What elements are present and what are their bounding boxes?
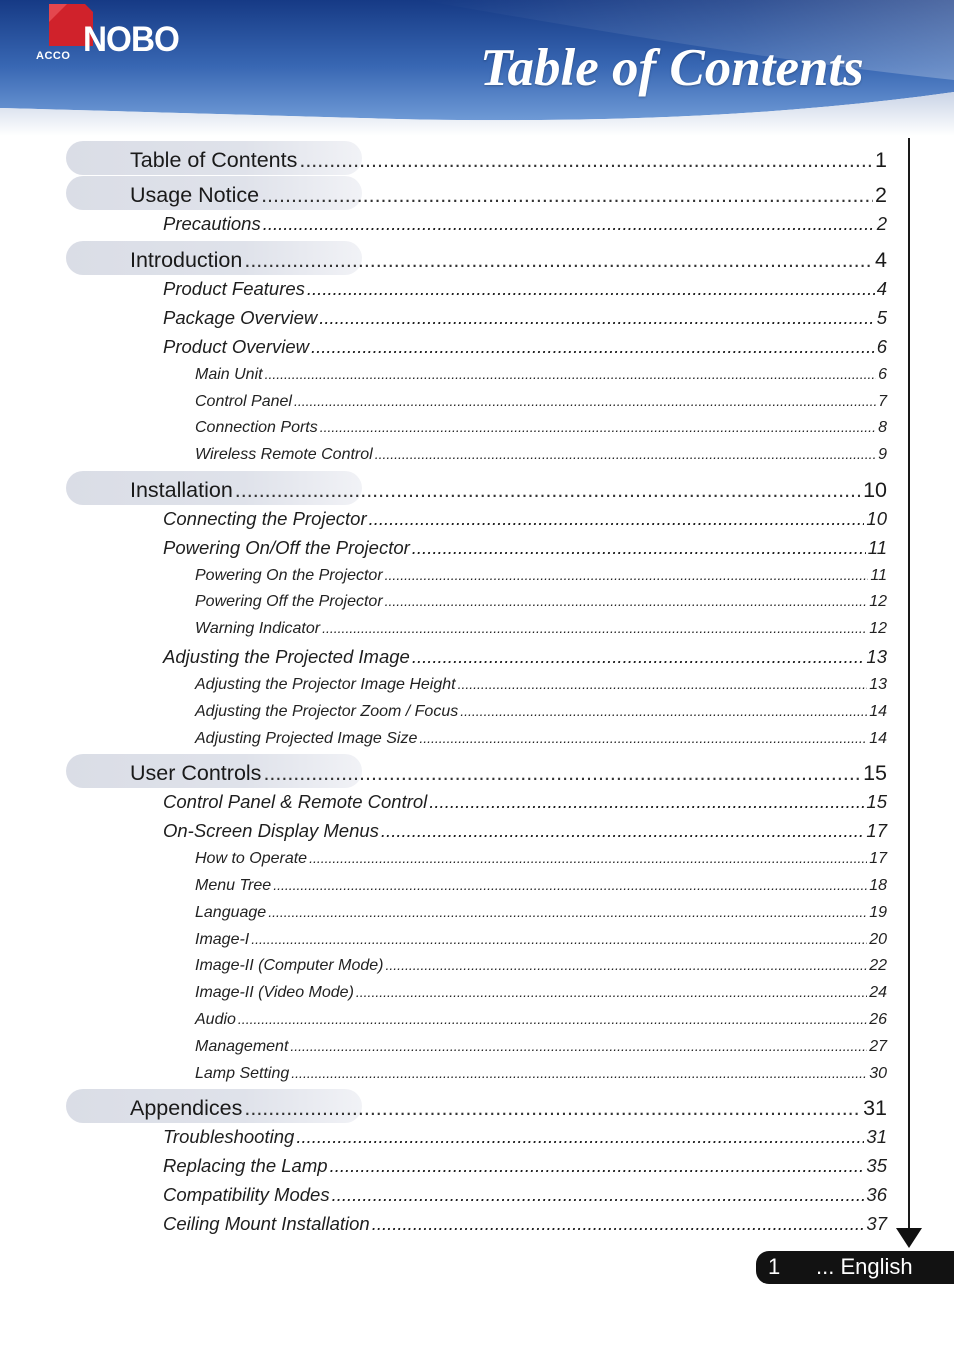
dot-leader	[386, 957, 868, 973]
toc-entry-title: Adjusting the Projector Image Height	[195, 676, 456, 693]
dot-leader	[294, 393, 876, 409]
toc-entry-page: 10	[863, 478, 887, 502]
toc-entry-title: Main Unit	[195, 366, 263, 383]
toc-entry-level-3[interactable]	[195, 703, 887, 721]
toc-entry-level-2[interactable]	[163, 278, 887, 300]
toc-entry-level-2[interactable]	[163, 213, 887, 235]
toc-entry-title: Product Overview	[163, 336, 309, 357]
toc-entry-page: 31	[863, 1096, 887, 1120]
dot-leader	[412, 537, 866, 559]
toc-entry-page: 12	[869, 620, 887, 637]
dot-leader	[263, 761, 861, 786]
toc-entry-level-1[interactable]	[130, 1096, 887, 1121]
toc-entry-title: On-Screen Display Menus	[163, 820, 379, 841]
toc-entry-level-3[interactable]	[195, 850, 887, 868]
toc-entry-title: Replacing the Lamp	[163, 1155, 328, 1176]
toc-entry-page: 17	[869, 850, 887, 867]
right-rule	[908, 138, 910, 1234]
toc-entry-title: Image-II (Computer Mode)	[195, 957, 384, 974]
dot-leader	[251, 931, 867, 947]
page-title: Table of Contents	[480, 39, 864, 97]
dot-leader	[291, 1065, 867, 1081]
dot-leader	[385, 567, 869, 583]
toc-entry-title: Ceiling Mount Installation	[163, 1213, 370, 1234]
dot-leader	[412, 646, 865, 668]
dot-leader	[296, 1126, 864, 1148]
dot-leader	[307, 278, 875, 300]
dot-leader	[381, 820, 865, 842]
toc-entry-page: 4	[876, 278, 887, 299]
dot-leader	[261, 183, 873, 208]
dot-leader	[319, 307, 874, 329]
toc-entry-title: Usage Notice	[130, 183, 260, 207]
toc-entry-level-2[interactable]	[163, 1155, 887, 1177]
toc-entry-level-3[interactable]	[195, 904, 887, 922]
toc-entry-title: Installation	[130, 478, 233, 502]
brand-acco: ACCO	[36, 50, 71, 62]
toc-entry-title: Powering On/Off the Projector	[163, 537, 410, 558]
toc-entry-level-3[interactable]	[195, 620, 887, 638]
toc-entry-page: 12	[869, 593, 887, 610]
dot-leader	[429, 791, 864, 813]
toc-entry-level-2[interactable]	[163, 820, 887, 842]
toc-entry-page: 2	[875, 183, 887, 207]
toc-entry-level-2[interactable]	[163, 646, 887, 668]
toc-entry-title: Powering On the Projector	[195, 567, 383, 584]
toc-entry-page: 15	[863, 761, 887, 785]
toc-entry-level-3[interactable]	[195, 1038, 887, 1056]
toc-entry-level-2[interactable]	[163, 1213, 887, 1235]
toc-entry-title: Lamp Setting	[195, 1065, 290, 1082]
toc-entry-title: Precautions	[163, 213, 261, 234]
brand-logo: NOBO	[83, 20, 179, 59]
toc-entry-level-3[interactable]	[195, 393, 887, 411]
toc-entry-page: 5	[876, 307, 887, 328]
toc-entry-page: 11	[867, 537, 887, 558]
dot-leader	[320, 419, 876, 435]
toc-entry-title: Adjusting Projected Image Size	[195, 730, 418, 747]
toc-entry-level-3[interactable]	[195, 957, 887, 975]
toc-entry-page: 6	[876, 336, 887, 357]
dot-leader	[244, 248, 873, 273]
toc-entry-level-2[interactable]	[163, 537, 887, 559]
toc-entry-level-1[interactable]	[130, 478, 887, 503]
dot-leader	[309, 850, 867, 866]
dot-leader	[419, 730, 867, 746]
toc-entry-title: Management	[195, 1038, 289, 1055]
toc-entry-level-2[interactable]	[163, 1126, 887, 1148]
toc-entry-page: 20	[869, 931, 887, 948]
toc-entry-level-3[interactable]	[195, 593, 887, 611]
dot-leader	[273, 877, 867, 893]
toc-entry-title: Audio	[195, 1011, 236, 1028]
dot-leader	[332, 1184, 865, 1206]
toc-entry-title: Troubleshooting	[163, 1126, 295, 1147]
toc-entry-level-3[interactable]	[195, 1065, 887, 1083]
toc-entry-title: Powering Off the Projector	[195, 593, 383, 610]
toc-entry-level-1[interactable]	[130, 183, 887, 208]
toc-entry-title: Adjusting the Projector Zoom / Focus	[195, 703, 459, 720]
dot-leader	[385, 593, 868, 609]
toc-entry-title: Table of Contents	[130, 148, 298, 172]
dot-leader	[290, 1038, 867, 1054]
toc-entry-page: 6	[878, 366, 887, 383]
toc-entry-page: 13	[866, 646, 887, 667]
toc-entry-page: 19	[869, 904, 887, 921]
toc-entry-page: 13	[869, 676, 887, 693]
dot-leader	[356, 984, 867, 1000]
toc-entry-page: 7	[878, 393, 887, 410]
page-footer-tag	[756, 1251, 954, 1284]
dot-leader	[268, 904, 867, 920]
toc-entry-title: Appendices	[130, 1096, 243, 1120]
toc-entry-page: 36	[866, 1184, 887, 1205]
toc-entry-page: 14	[869, 730, 887, 747]
dot-leader	[311, 336, 875, 358]
toc-entry-title: Introduction	[130, 248, 243, 272]
toc-entry-page: 18	[869, 877, 887, 894]
toc-entry-title: Package Overview	[163, 307, 318, 328]
toc-entry-level-3[interactable]	[195, 567, 887, 585]
toc-entry-title: Image-II (Video Mode)	[195, 984, 354, 1001]
toc-entry-page: 17	[866, 820, 887, 841]
dot-leader	[322, 620, 867, 636]
toc-entry-page: 27	[869, 1038, 887, 1055]
toc-entry-page: 31	[866, 1126, 887, 1147]
toc-entry-page: 14	[869, 703, 887, 720]
dot-leader	[369, 508, 865, 530]
toc-entry-page: 4	[875, 248, 887, 272]
toc-entry-level-1[interactable]	[130, 248, 887, 273]
toc-entry-title: Compatibility Modes	[163, 1184, 330, 1205]
toc-entry-page: 9	[878, 446, 887, 463]
dot-leader	[458, 676, 868, 692]
toc-entry-level-3[interactable]	[195, 419, 887, 437]
toc-entry-level-3[interactable]	[195, 931, 887, 949]
toc-entry-level-3[interactable]	[195, 446, 887, 464]
dot-leader	[238, 1011, 867, 1027]
dot-leader	[299, 148, 873, 173]
toc-entry-page: 8	[878, 419, 887, 436]
toc-entry-page: 37	[866, 1213, 887, 1234]
toc-entry-title: Connecting the Projector	[163, 508, 367, 529]
language-label: ... English	[816, 1254, 913, 1279]
toc-entry-level-3[interactable]	[195, 984, 887, 1002]
toc-entry-title: Language	[195, 904, 267, 921]
toc-entry-level-2[interactable]	[163, 336, 887, 358]
toc-entry-title: How to Operate	[195, 850, 308, 867]
toc-entry-level-3[interactable]	[195, 676, 887, 694]
dot-leader	[263, 213, 875, 235]
toc-entry-level-2[interactable]	[163, 508, 887, 530]
dot-leader	[375, 446, 876, 462]
toc-entry-page: 35	[866, 1155, 887, 1176]
toc-entry-title: Product Features	[163, 278, 305, 299]
toc-entry-title: Image-I	[195, 931, 250, 948]
dot-leader	[235, 478, 861, 503]
toc-entry-page: 30	[869, 1065, 887, 1082]
toc-entry-page: 22	[869, 957, 887, 974]
dot-leader	[460, 703, 867, 719]
dot-leader	[244, 1096, 861, 1121]
toc-entry-title: Control Panel	[195, 393, 292, 410]
toc-entry-page: 15	[866, 791, 887, 812]
toc-entry-level-3[interactable]	[195, 1011, 887, 1029]
toc-entry-page: 2	[876, 213, 887, 234]
page-number: 1	[768, 1254, 781, 1279]
toc-entry-level-3[interactable]	[195, 877, 887, 895]
toc-entry-level-2[interactable]	[163, 1184, 887, 1206]
toc-entry-title: User Controls	[130, 761, 262, 785]
toc-entry-level-1[interactable]	[130, 148, 887, 173]
toc-entry-level-3[interactable]	[195, 366, 887, 384]
toc-entry-title: Wireless Remote Control	[195, 446, 373, 463]
arrow-down-icon	[896, 1228, 922, 1248]
toc-entry-page: 10	[866, 508, 887, 529]
toc-entry-page: 1	[875, 148, 887, 172]
dot-leader	[330, 1155, 865, 1177]
toc-entry-title: Connection Ports	[195, 419, 318, 436]
toc-entry-page: 24	[869, 984, 887, 1001]
toc-entry-page: 26	[869, 1011, 887, 1028]
toc-entry-title: Control Panel & Remote Control	[163, 791, 428, 812]
toc-entry-level-3[interactable]	[195, 730, 887, 748]
toc-entry-page: 11	[870, 567, 887, 584]
toc-entry-title: Warning Indicator	[195, 620, 321, 637]
toc-entry-level-2[interactable]	[163, 791, 887, 813]
toc-entry-level-1[interactable]	[130, 761, 887, 786]
dot-leader	[372, 1213, 865, 1235]
toc-entry-title: Adjusting the Projected Image	[163, 646, 410, 667]
toc-entry-title: Menu Tree	[195, 877, 272, 894]
dot-leader	[265, 366, 877, 382]
toc-entry-level-2[interactable]	[163, 307, 887, 329]
